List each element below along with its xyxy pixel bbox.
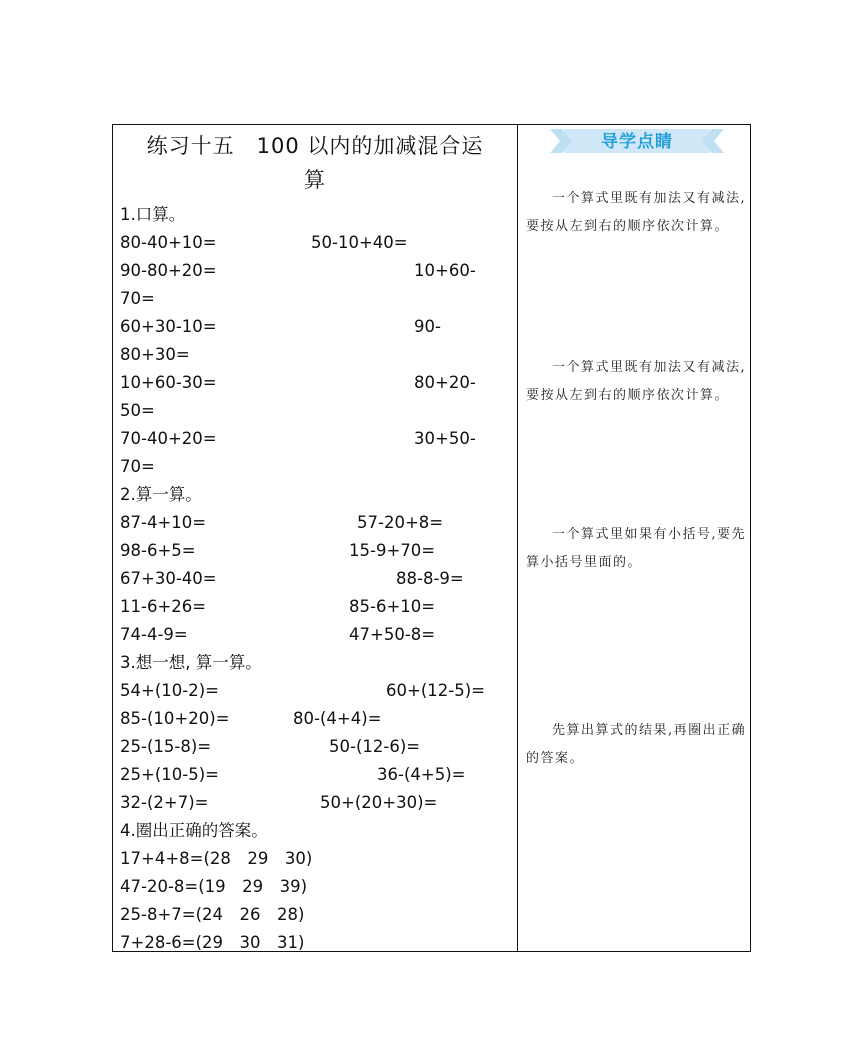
answer-choice-row: 25-8+7=(24 26 28) xyxy=(120,905,305,924)
exercise-row: 70= xyxy=(120,457,155,476)
tip-1: 一个算式里既有加法又有减法,要按从左到右的顺序依次计算。 xyxy=(526,191,747,234)
exercise-column xyxy=(113,125,517,952)
title-line-2: 算 xyxy=(304,168,326,192)
tip-2: 一个算式里既有加法又有减法,要按从左到右的顺序依次计算。 xyxy=(526,360,747,403)
section-1-heading: 1.口算。 xyxy=(120,205,186,224)
section-4-heading: 4.圈出正确的答案。 xyxy=(120,821,268,840)
exercise-row: 70-40+20= 30+50- xyxy=(120,429,476,448)
tip-4: 先算出算式的结果,再圈出正确的答案。 xyxy=(526,723,747,766)
exercise-row: 74-4-9= 47+50-8= xyxy=(120,625,436,644)
banner-label: 导学点睛 xyxy=(601,132,673,152)
exercise-row: 10+60-30= 80+20- xyxy=(120,373,476,392)
exercise-row: 11-6+26= 85-6+10= xyxy=(120,597,436,616)
exercise-row: 25-(15-8)= 50-(12-6)= xyxy=(120,737,421,756)
tip-3: 一个算式里如果有小括号,要先算小括号里面的。 xyxy=(526,527,747,570)
answer-choice-row: 17+4+8=(28 29 30) xyxy=(120,849,313,868)
answer-choice-row: 7+28-6=(29 30 31) xyxy=(120,933,305,952)
exercise-row: 60+30-10= 90- xyxy=(120,317,441,336)
exercise-row: 25+(10-5)= 36-(4+5)= xyxy=(120,765,466,784)
exercise-row: 80-40+10= 50-10+40= xyxy=(120,233,408,252)
exercise-row: 50= xyxy=(120,401,155,420)
page-title xyxy=(113,125,517,197)
exercise-row: 70= xyxy=(120,289,155,308)
guidance-column xyxy=(518,125,750,951)
exercise-row: 87-4+10= 57-20+8= xyxy=(120,513,444,532)
exercise-row: 98-6+5= 15-9+70= xyxy=(120,541,436,560)
exercise-row: 90-80+20= 10+60- xyxy=(120,261,476,280)
section-2-heading: 2.算一算。 xyxy=(120,485,202,504)
exercise-row: 32-(2+7)= 50+(20+30)= xyxy=(120,793,438,812)
exercise-row: 80+30= xyxy=(120,345,190,364)
answer-choice-row: 47-20-8=(19 29 39) xyxy=(120,877,308,896)
section-3-heading: 3.想一想, 算一算。 xyxy=(120,653,262,672)
exercise-row: 54+(10-2)= 60+(12-5)= xyxy=(120,681,485,700)
exercise-row: 67+30-40= 88-8-9= xyxy=(120,569,464,588)
exercise-row: 85-(10+20)= 80-(4+4)= xyxy=(120,709,382,728)
title-line-1: 练习十五 100 以内的加减混合运 xyxy=(146,134,484,158)
guidance-banner xyxy=(550,127,724,155)
worksheet-table xyxy=(112,124,751,952)
